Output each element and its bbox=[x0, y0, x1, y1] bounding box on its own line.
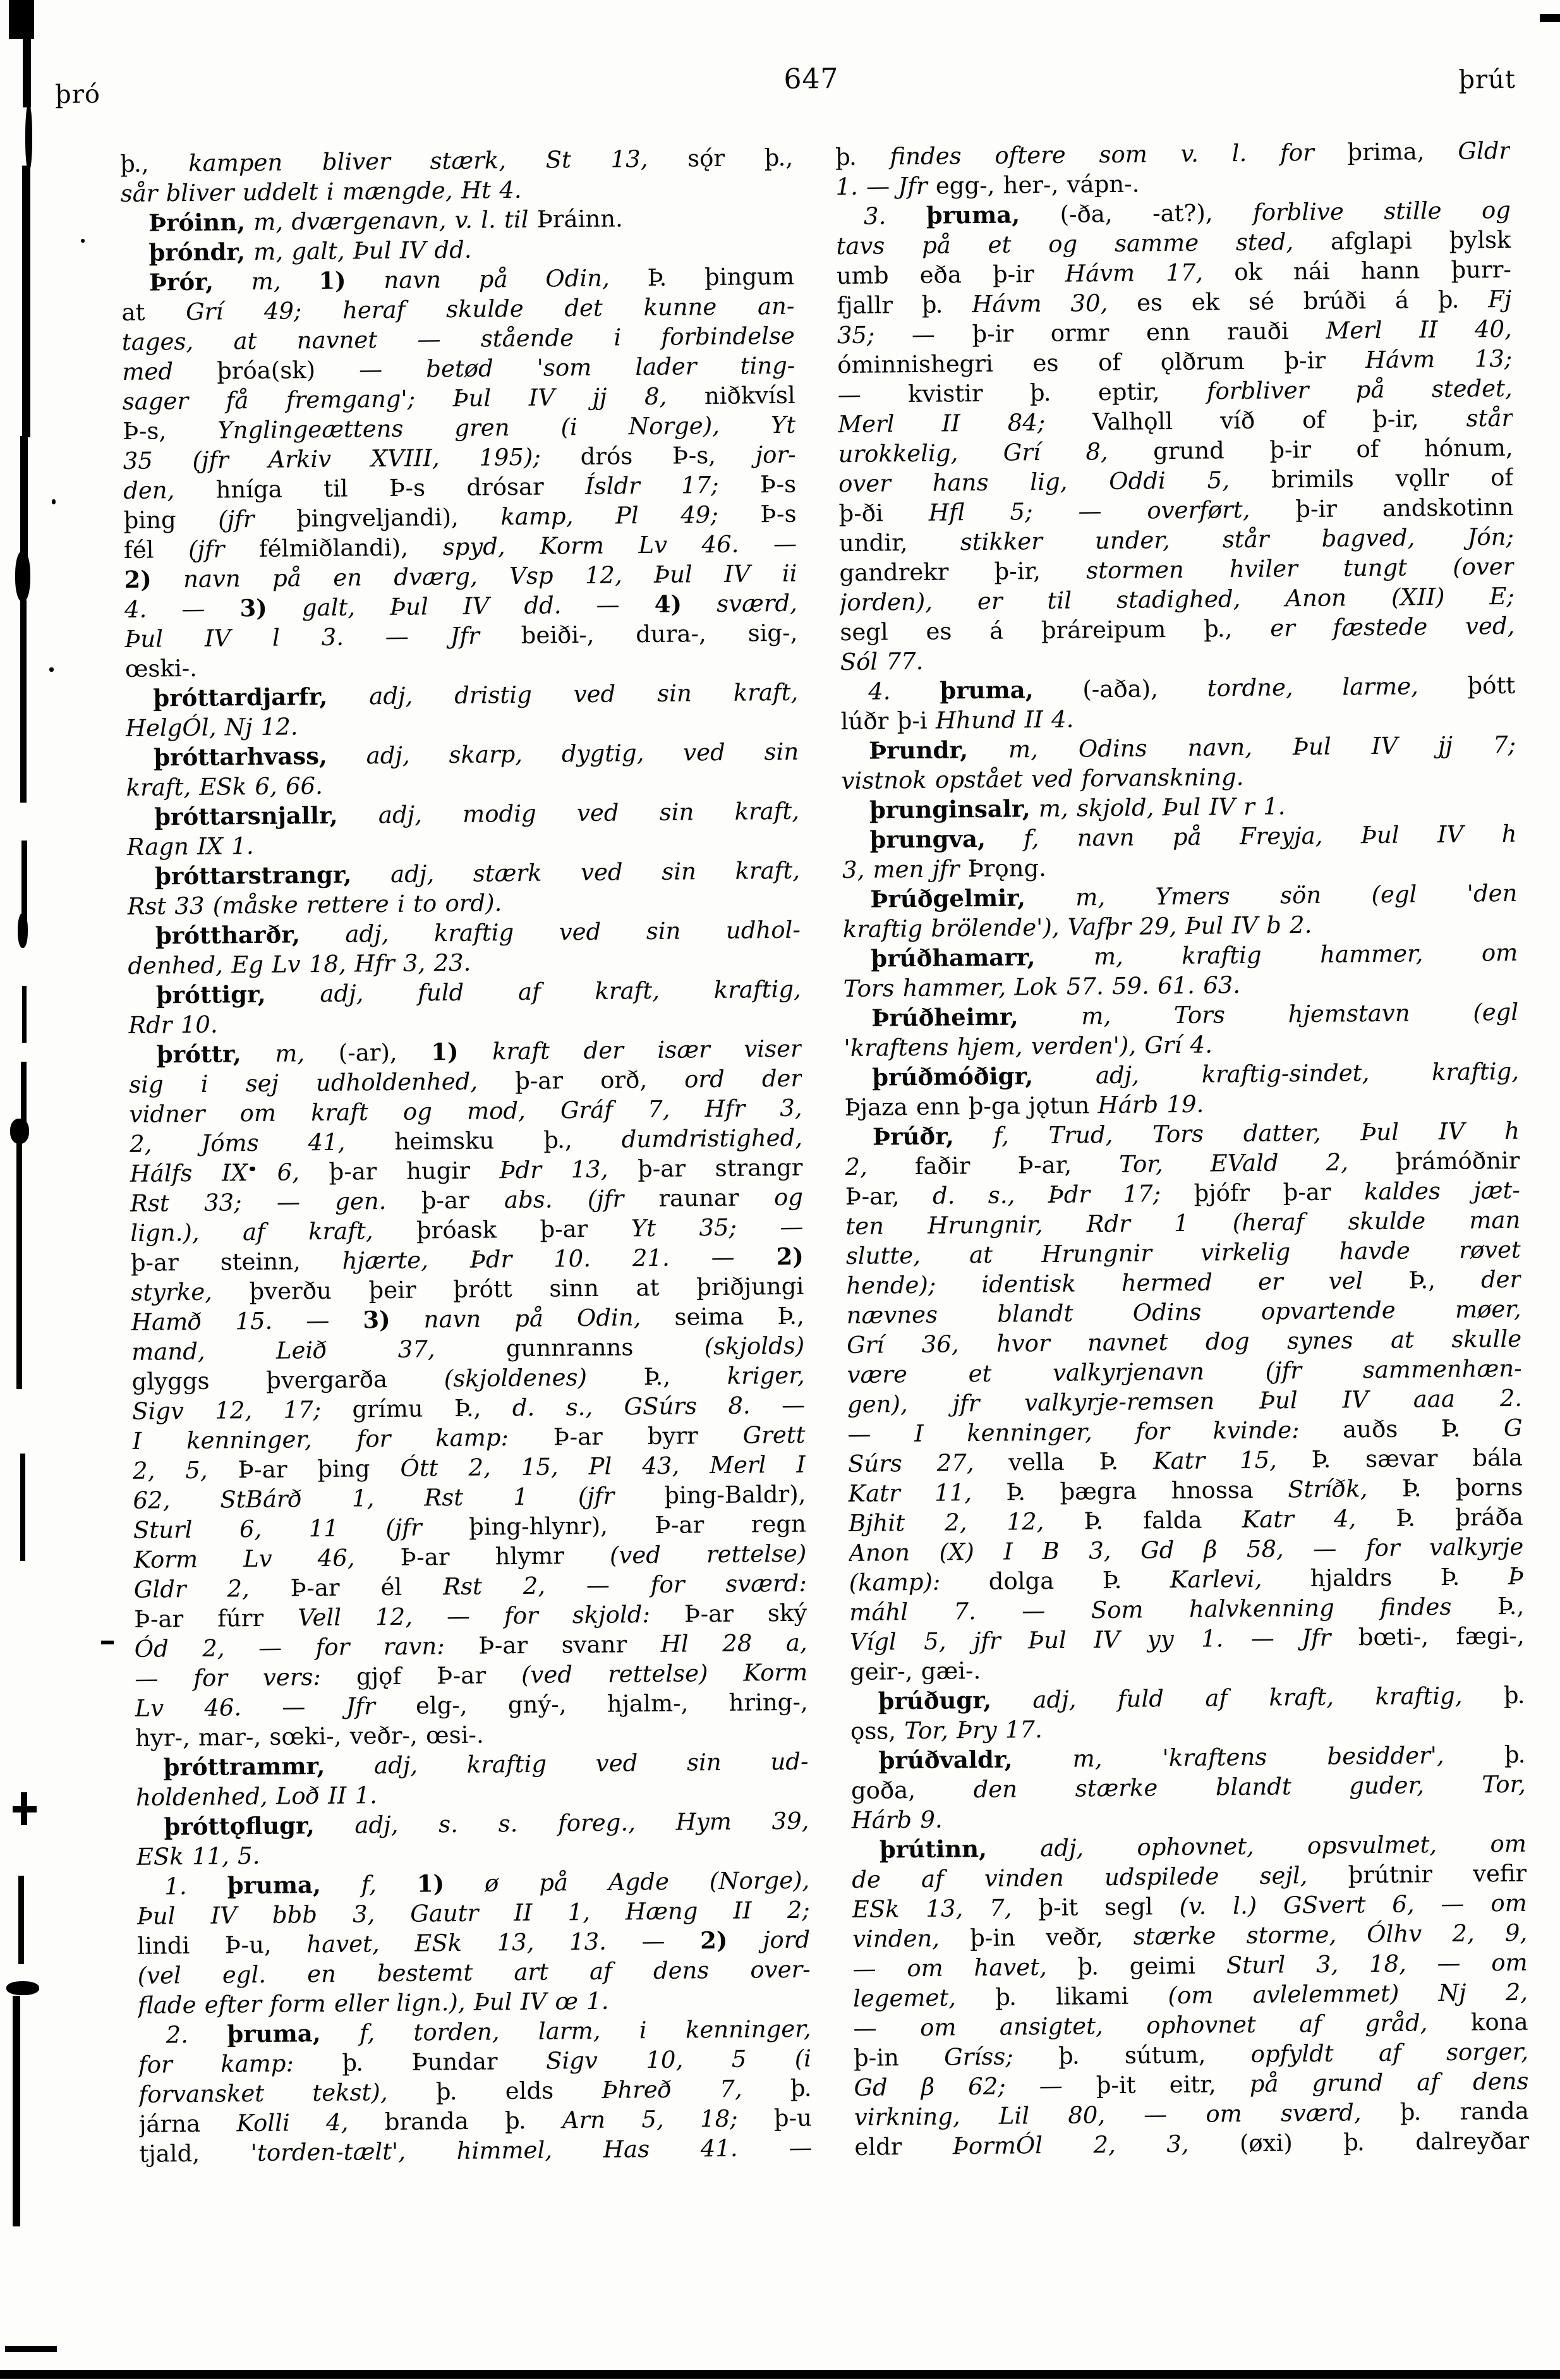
text-line: ten Hrungnir, Rdr 1 (heraf skulde man bbox=[845, 1206, 1521, 1241]
text-line: þróttarsnjallr, adj, modig ved sin kraft, bbox=[154, 797, 800, 831]
text-line: þróttardjarfr, adj, dristig ved sin kraft, bbox=[153, 678, 799, 712]
text-line: Vígl 5, jfr Þul IV yy 1. — Jfr bœti-, fægi-, bbox=[849, 1622, 1525, 1656]
text-line: ESk 13, 7, þ-it segl (v. l.) GSvert 6, — om bbox=[852, 1889, 1527, 1924]
text-line: Þul IV l 3. — Jfr beiði-, dura-, sig-, bbox=[124, 619, 798, 653]
text-line: sig i sej udholdenhed, þ-ar orð, ord der bbox=[128, 1064, 802, 1098]
text-line: fél (jfr félmiðlandi), spyd, Korm Lv 46. — bbox=[123, 530, 797, 564]
text-line: Hamð 15. — 3) navn på Odin, seima Þ., bbox=[131, 1302, 804, 1336]
text-line: þróttǫflugr, adj, s. s. foreg., Hym 39, bbox=[164, 1807, 809, 1841]
text-line: Tors hammer, Lok 57. 59. 61. 63. bbox=[843, 971, 1241, 1003]
text-line: Þrór, m, 1) navn på Odin, Þ. þingum bbox=[148, 262, 795, 296]
text-line: Rst 33 (måske rettere i to ord). bbox=[127, 889, 502, 920]
text-line: umb eða þ-ir Hávm 17, ok nái hann þurr- bbox=[836, 255, 1512, 290]
text-line: lúðr þ-i Hhund II 4. bbox=[840, 705, 1074, 736]
text-line: Rdr 10. bbox=[128, 1011, 218, 1039]
text-line: nævnes blandt Odins opvartende møer, bbox=[846, 1295, 1521, 1330]
text-line: gen), jfr valkyrje-remsen Þul IV aaa 2. bbox=[847, 1384, 1523, 1419]
text-line: eldr ÞormÓl 2, 3, (øxi) þ. dalreyðar bbox=[854, 2127, 1530, 2161]
text-line: styrke, þverðu þeir þrótt sinn at þriðjungi bbox=[131, 1272, 804, 1306]
text-line: Þ-s, Ynglingeættens gren (i Norge), Yt bbox=[123, 411, 796, 445]
text-line: virkning, Lil 80, — om sværd, þ. randa bbox=[854, 2097, 1530, 2131]
text-line: óminnishegri es of ǫlðrum þ-ir Hávm 13; bbox=[837, 344, 1513, 379]
text-line: þ-ar steinn, hjærte, Þdr 10. 21. — 2) bbox=[130, 1242, 804, 1277]
text-line: være et valkyrjenavn (jfr sammenhæn- bbox=[847, 1354, 1522, 1389]
catchword-right: þrút bbox=[1458, 64, 1516, 95]
text-line: Ód 2, — for ravn: Þ-ar svanr Hl 28 a, bbox=[134, 1629, 807, 1663]
text-line: HelgÓl, Nj 12. bbox=[125, 713, 298, 742]
text-line: Grí 36, hvor navnet dog synes at skulle bbox=[846, 1325, 1522, 1359]
text-line: forvansket tekst), þ. elds Þhreð 7, þ. bbox=[138, 2074, 812, 2108]
text-line: vinden, þ-in veðr, stærke storme, Ólhv 2, 9, bbox=[852, 1919, 1528, 1953]
text-line: vidner om kraft og mod, Gráf 7, Hfr 3, bbox=[129, 1094, 802, 1128]
text-line: flade efter form eller lign.), Þul IV œ 1. bbox=[137, 1987, 609, 2019]
text-line: Rst 33; — gen. þ-ar abs. (jfr raunar og bbox=[130, 1183, 804, 1217]
text-line: med þróa(sk) — betød 'som lader ting- bbox=[122, 351, 795, 386]
text-line: at Grí 49; heraf skulde det kunne an- bbox=[121, 292, 795, 326]
text-line: máhl 7. — Som halvkenning findes Þ., bbox=[849, 1592, 1525, 1627]
text-line: 35 (jfr Arkiv XVIII, 195); drós Þ-s, jor- bbox=[123, 440, 796, 475]
text-line: kraftig brölende'), Vafþr 29, Þul IV b 2. bbox=[842, 911, 1312, 944]
text-line: urokkelig, Grí 8, grund þ-ir of hónum, bbox=[838, 434, 1513, 468]
text-line: þrúðhamarr, m, kraftig hammer, om bbox=[871, 938, 1518, 973]
text-line: þing (jfr þingveljandi), kamp, Pl 49; Þ-s bbox=[123, 500, 797, 534]
text-line: (vel egl. en bestemt art af dens over- bbox=[137, 1955, 811, 1989]
text-line: Þróinn, m, dværgenavn, v. l. til Þráinn. bbox=[148, 205, 624, 237]
text-line: ESk 11, 5. bbox=[136, 1842, 260, 1871]
text-line: þrúðugr, adj, fuld af kraft, kraftig, þ. bbox=[878, 1681, 1525, 1715]
text-line: I kenninger, for kamp: Þ-ar byrr Grett bbox=[132, 1421, 806, 1455]
text-line: sår bliver uddelt i mængde, Ht 4. bbox=[120, 176, 522, 207]
text-line: þróttigr, adj, fuld af kraft, kraftig, bbox=[155, 975, 801, 1009]
text-line: Þ-ar fúrr Vell 12, — for skjold: Þ-ar ský bbox=[134, 1599, 807, 1633]
text-line: — om ansigtet, ophovnet af gråd, kona bbox=[853, 2008, 1528, 2042]
text-line: járna Kolli 4, branda þ. Arn 5, 18; þ-u bbox=[138, 2104, 813, 2138]
text-line: 2, faðir Þ-ar, Tor, EVald 2, þrámóðnir bbox=[845, 1146, 1520, 1181]
text-line: 35; — þ-ir ormr enn rauði Merl II 40, bbox=[837, 315, 1512, 349]
text-line: Sigv 12, 17; grímu Þ., d. s., GSúrs 8. — bbox=[131, 1391, 806, 1425]
text-line: (kamp): dolga Þ. Karlevi, hjaldrs Þ. Þ bbox=[849, 1562, 1524, 1597]
text-line: denhed, Eg Lv 18, Hfr 3, 23. bbox=[128, 949, 471, 980]
text-line: mand, Leið 37, gunnranns (skjolds) bbox=[131, 1332, 805, 1366]
text-line: 2, 5, Þ-ar þing Ótt 2, 15, Pl 43, Merl I bbox=[132, 1450, 806, 1484]
text-line: þróndr, m, galt, Þul IV dd. bbox=[148, 236, 472, 267]
text-line: den, hníga til Þ-s drósar Ísldr 17; Þ-s bbox=[123, 470, 797, 504]
text-line: Þul IV bbb 3, Gautr II 1, Hæng II 2; bbox=[136, 1896, 810, 1930]
text-line: tjald, 'torden-tælt', himmel, Has 41. — bbox=[139, 2134, 813, 2168]
text-line: tages, at navnet — stående i forbindelse bbox=[121, 322, 795, 356]
text-line: Lv 46. — Jfr elg-, gný-, hjalm-, hring-, bbox=[135, 1688, 808, 1722]
text-line: þrútinn, adj, ophovnet, opsvulmet, om bbox=[879, 1830, 1527, 1864]
text-line: ǫss, Tor, Þry 17. bbox=[850, 1716, 1043, 1746]
text-line: Merl II 84; Valhǫll víð of þ-ir, står bbox=[837, 404, 1513, 439]
text-line: 1. — Jfr egg-, her-, vápn-. bbox=[835, 170, 1140, 201]
text-line: — I kenninger, for kvinde: auðs Þ. G bbox=[847, 1414, 1523, 1448]
text-line: Þjaza enn þ-ga jǫtun Hárb 19. bbox=[844, 1090, 1204, 1122]
text-line: Sól 77. bbox=[840, 647, 924, 676]
text-line: 62, StBárð 1, Rst 1 (jfr þing-Baldr), bbox=[133, 1480, 806, 1514]
text-line: þrungva, f, navn på Freyja, Þul IV h bbox=[869, 820, 1517, 854]
text-line: legemet, þ. likami (om avlelemmet) Nj 2, bbox=[852, 1978, 1528, 2012]
text-line: for kamp: þ. Þundar Sigv 10, 5 (i bbox=[138, 2044, 812, 2079]
text-line: Þrúðgelmir, m, Ymers sön (egl 'den bbox=[870, 879, 1518, 913]
text-line: þróttr, m, (-ar), 1) kraft der især viser bbox=[156, 1035, 802, 1069]
text-line: — om havet, þ. geimi Sturl 3, 18, — om bbox=[852, 1948, 1528, 1982]
text-line: 3. þruma, (-ða, -at?), forblive stille og bbox=[863, 196, 1511, 230]
right-column bbox=[835, 136, 1530, 2162]
text-line: Hálfs IX 6, þ-ar hugir Þdr 13, þ-ar strangr bbox=[130, 1153, 803, 1187]
text-line: de af vinden udspilede sejl, þrútnir vefir bbox=[852, 1859, 1527, 1894]
text-line: 4. — 3) galt, Þul IV dd. — 4) sværd, bbox=[124, 589, 798, 623]
text-line: 'kraftens hjem, verden'), Grí 4. bbox=[843, 1031, 1213, 1062]
text-line: þ-in Gríss; þ. sútum, opfyldt af sorger, bbox=[853, 2037, 1529, 2072]
text-line: hyr-, mar-, sœki-, veðr-, œsi-. bbox=[135, 1721, 484, 1752]
text-line: tavs på et og samme sted, afglapi þylsk bbox=[836, 226, 1511, 260]
left-column bbox=[120, 143, 813, 2169]
text-line: jorden), er til stadighed, Anon (XII) E; bbox=[839, 582, 1515, 617]
page-number: 647 bbox=[783, 63, 839, 95]
text-line: þrunginsalr, m, skjold, Þul IV r 1. bbox=[869, 792, 1286, 824]
text-line: Þrúðr, f, Trud, Tors datter, Þul IV h bbox=[872, 1117, 1520, 1151]
text-line: segl es á þráreipum þ., er fæstede ved, bbox=[840, 612, 1515, 647]
text-line: fjallr þ. Hávm 30, es ek sé brúði á þ. Fj bbox=[837, 285, 1512, 320]
text-line: Katr 11, Þ. þægra hnossa Stríðk, Þ. þorns bbox=[848, 1473, 1523, 1508]
text-line: 1. þruma, f, 1) ø på Agde (Norge), bbox=[164, 1866, 810, 1900]
text-line: þ. findes oftere som v. l. for þrima, Gldr bbox=[835, 137, 1511, 171]
text-line: Ragn IX 1. bbox=[126, 832, 254, 861]
text-line: gandrekr þ-ir, stormen hviler tungt (over bbox=[839, 552, 1515, 587]
text-line: þróttharðr, adj, kraftig ved sin udhol- bbox=[155, 916, 801, 950]
text-line: Þ-ar, d. s., Þdr 17; þjófr þ-ar kaldes jæt- bbox=[845, 1176, 1521, 1211]
text-line: 2) navn på en dværg, Vsp 12, Þul IV ii bbox=[124, 559, 797, 593]
text-line: glyggs þvergarða (skjoldenes) Þ., kriger, bbox=[131, 1361, 805, 1395]
text-line: slutte, at Hrungnir virkelig havde røvet bbox=[845, 1236, 1521, 1270]
text-line: undir, stikker under, står bagved, Jón; bbox=[838, 523, 1515, 557]
text-line: Bjhit 2, 12, Þ. falda Katr 4, Þ. þráða bbox=[848, 1503, 1524, 1538]
text-line: Hárb 9. bbox=[851, 1806, 943, 1835]
text-line: geir-, gæi-. bbox=[849, 1657, 981, 1686]
text-line: holdenhed, Loð II 1. bbox=[135, 1782, 378, 1811]
text-line: Korm Lv 46, Þ-ar hlymr (ved rettelse) bbox=[133, 1539, 807, 1574]
text-line: 2, Jóms 41, heimsku þ., dumdristighed, bbox=[129, 1124, 803, 1158]
text-line: hende); identisk hermed er vel Þ., der bbox=[846, 1265, 1521, 1300]
text-line: goða, den stærke blandt guder, Tor, bbox=[850, 1770, 1527, 1805]
text-line: þróttrammr, adj, kraftig ved sin ud- bbox=[163, 1747, 809, 1782]
text-line: þrúðmóðigr, adj, kraftig-sindet, kraftig, bbox=[871, 1057, 1520, 1091]
text-line: — for vers: gjǫf Þ-ar (ved rettelse) Korm bbox=[134, 1658, 808, 1692]
text-line: þ., kampen bliver stærk, St 13, sǫ́r þ., bbox=[119, 143, 794, 178]
text-line: þróttarstrangr, adj, stærk ved sin kraft, bbox=[154, 856, 801, 890]
text-line: Gd β 62; — þ-it eitr, på grund af dens bbox=[854, 2067, 1529, 2101]
text-line: 4. þruma, (-aða), tordne, larme, þótt bbox=[868, 671, 1516, 705]
text-line: over hans lig, Oddi 5, brimils vǫllr of bbox=[838, 463, 1514, 498]
text-line: vistnok opstået ved forvanskning. bbox=[841, 763, 1244, 795]
text-line: Anon (X) I B 3, Gd β 58, — for valkyrje bbox=[849, 1533, 1524, 1567]
text-line: Þrundr, m, Odins navn, Þul IV jj 7; bbox=[868, 731, 1516, 765]
text-line: Gldr 2, Þ-ar él Rst 2, — for sværd: bbox=[133, 1569, 807, 1603]
text-line: œski-. bbox=[124, 654, 198, 683]
catchword-left: þró bbox=[54, 80, 101, 109]
text-line: 2. þruma, f, torden, larm, i kenninger, bbox=[166, 2015, 811, 2049]
text-line: kraft, ESk 6, 66. bbox=[126, 772, 323, 801]
text-line: Þrúðheimr, m, Tors hjemstavn (egl bbox=[871, 998, 1519, 1032]
text-line: lign.), af kraft, þróask þ-ar Yt 35; — bbox=[130, 1213, 804, 1247]
text-line: Súrs 27, vella Þ. Katr 15, Þ. sævar bála bbox=[847, 1443, 1523, 1478]
text-line: — kvistir þ. eptir, forbliver på stedet, bbox=[837, 374, 1513, 409]
text-line: 3, men jfr Þrǫng. bbox=[842, 854, 1047, 884]
text-line: þrúðvaldr, m, 'kraftens besidder', þ. bbox=[878, 1740, 1526, 1775]
text-line: þ-ði Hfl 5; — overført, þ-ir andskotinn bbox=[838, 493, 1514, 528]
text-line: Sturl 6, 11 (jfr þing-hlynr), Þ-ar regn bbox=[133, 1510, 807, 1544]
text-line: lindi Þ-u, havet, ESk 13, 13. — 2) jord bbox=[137, 1926, 811, 1960]
text-line: sager få fremgang'; Þul IV jj 8, niðkvísl bbox=[122, 381, 795, 415]
text-line: þróttarhvass, adj, skarp, dygtig, ved sin bbox=[153, 738, 799, 772]
